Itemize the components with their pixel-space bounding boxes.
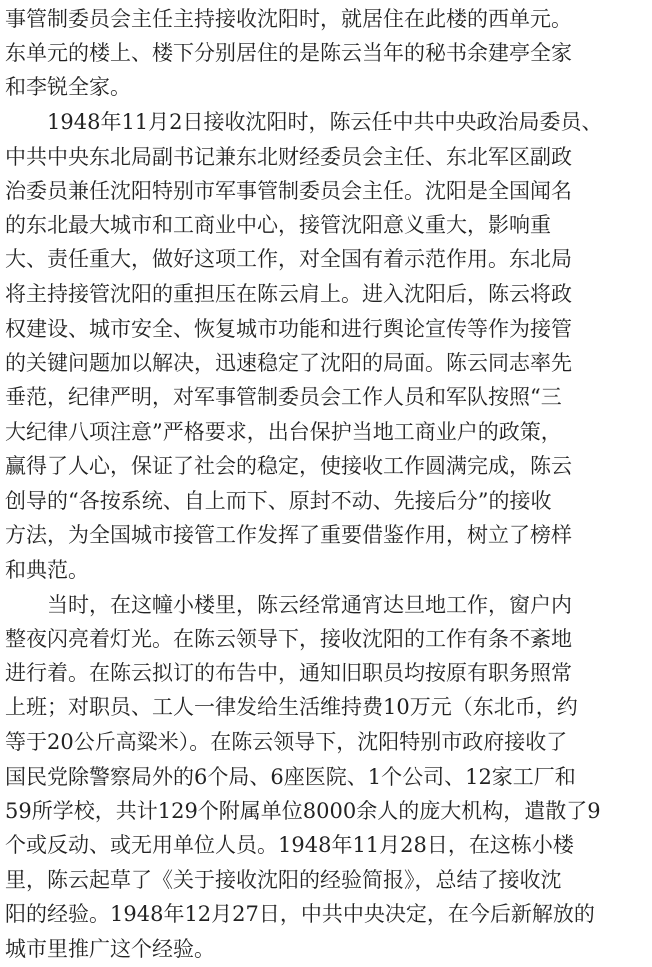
text-line-1: 事管制委员会主任主持接收沈阳时，就居住在此楼的西单元。 <box>5 7 572 31</box>
text-line-19: 整夜闪亮着灯光。在陈云领导下，接收沈阳的工作有条不紊地 <box>5 627 572 651</box>
text-line-24: 59所学校，共计129个附属单位8000余人的庞大机构，遣散了9 <box>5 799 601 823</box>
text-line-13: 大纪律八项注意”严格要求，出台保护当地工商业户的政策， <box>5 420 562 444</box>
text-line-12: 垂范，纪律严明，对军事管制委员会工作人员和军队按照“三 <box>5 385 562 409</box>
text-line-4: 1948年11月2日接收沈阳时，陈云任中共中央政治局委员、 <box>47 110 603 134</box>
text-line-17: 和典范。 <box>5 558 89 582</box>
text-line-28: 城市里推广这个经验。 <box>5 937 215 961</box>
text-line-27: 阳的经验。1948年12月27日，中共中央决定，在今后新解放的 <box>5 902 595 926</box>
text-line-25: 个或反动、或无用单位人员。1948年11月28日，在这栋小楼 <box>5 833 574 857</box>
text-line-20: 进行着。在陈云拟订的布告中，通知旧职员均按原有职务照常 <box>5 661 572 685</box>
text-line-11: 的关键问题加以解决，迅速稳定了沈阳的局面。陈云同志率先 <box>5 351 572 375</box>
text-line-15: 创导的“各按系统、自上而下、原封不动、先接后分”的接收 <box>5 489 552 513</box>
text-line-16: 方法，为全国城市接管工作发挥了重要借鉴作用，树立了榜样 <box>5 523 572 547</box>
text-line-22: 等于20公斤高粱米）。在陈云领导下，沈阳特别市政府接收了 <box>5 730 568 754</box>
text-line-21: 上班；对职员、工人一律发给生活维持费10万元（东北币，约 <box>5 695 578 719</box>
text-line-2: 东单元的楼上、楼下分别居住的是陈云当年的秘书余建亭全家 <box>5 41 572 65</box>
text-line-7: 的东北最大城市和工商业中心，接管沈阳意义重大，影响重 <box>5 213 551 237</box>
text-line-5: 中共中央东北局副书记兼东北财经委员会主任、东北军区副政 <box>5 145 572 169</box>
text-line-6: 治委员兼任沈阳特别市军事管制委员会主任。沈阳是全国闻名 <box>5 179 572 203</box>
text-line-14: 赢得了人心，保证了社会的稳定，使接收工作圆满完成，陈云 <box>5 454 572 478</box>
text-line-26: 里，陈云起草了《关于接收沈阳的经验简报》，总结了接收沈 <box>5 868 562 892</box>
text-line-18: 当时，在这幢小楼里，陈云经常通宵达旦地工作，窗户内 <box>47 593 572 617</box>
text-line-10: 权建设、城市安全、恢复城市功能和进行舆论宣传等作为接管 <box>5 317 572 341</box>
text-line-8: 大、责任重大，做好这项工作，对全国有着示范作用。东北局 <box>5 247 572 271</box>
text-line-23: 国民党除警察局外的6个局、6座医院、1个公司、12家工厂和 <box>5 765 576 789</box>
text-line-9: 将主持接管沈阳的重担压在陈云肩上。进入沈阳后，陈云将政 <box>5 282 572 306</box>
text-line-3: 和李锐全家。 <box>5 75 131 99</box>
